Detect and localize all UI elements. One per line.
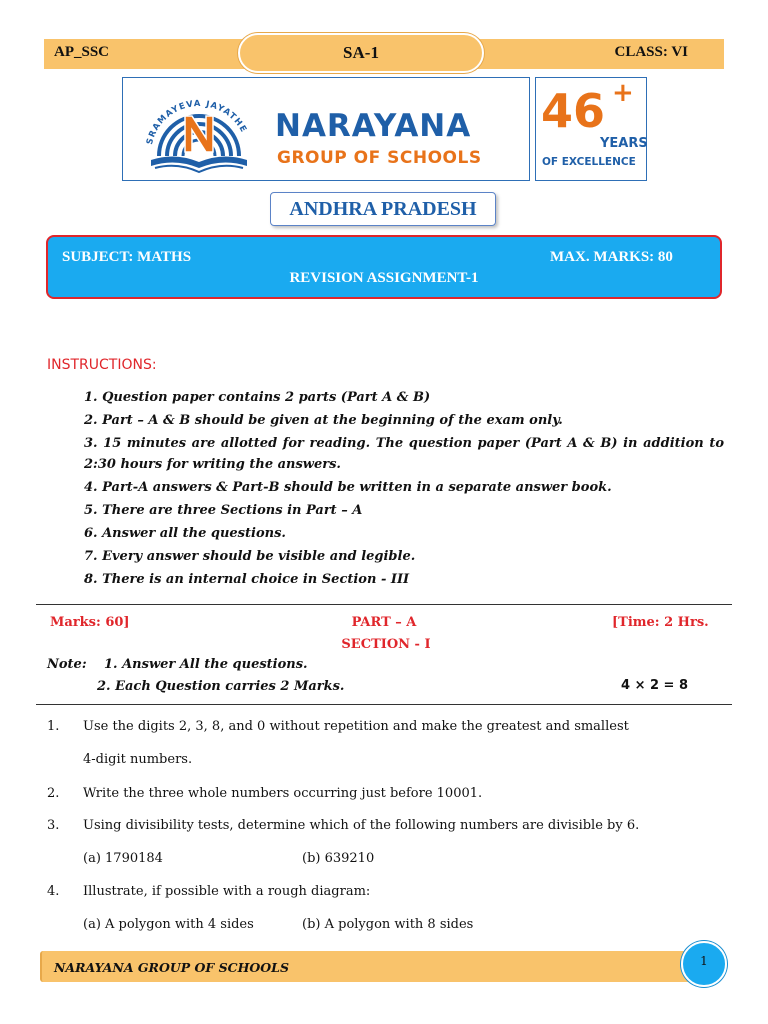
- option-a: (a) A polygon with 4 sides: [83, 917, 254, 932]
- footer-bar: [40, 951, 702, 982]
- instruction-item: 6. Answer all the questions.: [84, 526, 286, 541]
- question-number: 4.: [47, 884, 60, 899]
- section-title: SECTION - I: [341, 637, 431, 652]
- years-number: 46: [541, 84, 606, 138]
- page-number-badge: [681, 941, 727, 987]
- instruction-item: 7. Every answer should be visible and legible.: [84, 549, 416, 564]
- footer-text: NARAYANA GROUP OF SCHOOLS: [54, 960, 289, 975]
- state-label: ANDHRA PRADESH: [289, 197, 477, 220]
- note-item: 2. Each Question carries 2 Marks.: [97, 679, 345, 694]
- question-text: Illustrate, if possible with a rough diagram:: [83, 884, 371, 899]
- instruction-item: 4. Part-A answers & Part-B should be written in a separate answer book.: [84, 480, 612, 495]
- exam-label: SA-1: [343, 43, 379, 62]
- exam-pill: [238, 33, 484, 73]
- assignment-label: REVISION ASSIGNMENT-1: [289, 270, 479, 286]
- question-text: Use the digits 2, 3, 8, and 0 without repetition and make the greatest and smallest: [83, 719, 629, 734]
- divider: [36, 604, 732, 605]
- option-b: (b) A polygon with 8 sides: [302, 917, 474, 932]
- max-marks-label: MAX. MARKS: 80: [550, 249, 673, 265]
- instruction-item: 2. Part – A & B should be given at the beginning of the exam only.: [84, 413, 563, 428]
- narayana-emblem-icon: [129, 82, 269, 178]
- note-item: 1. Answer All the questions.: [104, 657, 308, 672]
- state-box: [270, 192, 496, 226]
- years-tagline: OF EXCELLENCE: [542, 156, 636, 168]
- question-number: 2.: [47, 786, 60, 801]
- question-text: 4-digit numbers.: [83, 752, 193, 767]
- subject-banner: [46, 235, 722, 299]
- instruction-item: 5. There are three Sections in Part – A: [84, 503, 363, 518]
- part-time: [Time: 2 Hrs.: [612, 615, 709, 630]
- narayana-logo: [122, 77, 530, 181]
- question-number: 1.: [47, 719, 60, 734]
- board-label: AP_SSC: [54, 44, 110, 60]
- instruction-item: 3. 15 minutes are allotted for reading. The question paper (Part A & B) in addition to 2:30 hours for writing the answers.: [84, 436, 724, 472]
- question-text: Using divisibility tests, determine which of the following numbers are divisible by 6.: [83, 818, 640, 833]
- years-word: YEARS: [600, 136, 648, 151]
- option-a: (a) 1790184: [83, 851, 163, 866]
- years-plus: +: [612, 78, 634, 108]
- option-b: (b) 639210: [302, 851, 375, 866]
- instructions-list: [84, 387, 724, 592]
- question-number: 3.: [47, 818, 60, 833]
- page-number: 1: [700, 954, 708, 968]
- class-label: CLASS: VI: [614, 44, 688, 60]
- instructions-title: INSTRUCTIONS:: [47, 357, 157, 373]
- part-marks: Marks: 60]: [50, 615, 130, 630]
- part-title: PART – A: [351, 615, 417, 630]
- divider: [36, 704, 732, 705]
- instruction-item: 1. Question paper contains 2 parts (Part A & B): [84, 390, 431, 405]
- subject-label: SUBJECT: MATHS: [62, 249, 192, 265]
- instruction-item: 8. There is an internal choice in Section - III: [84, 572, 410, 587]
- emblem-arc-text: SRAMAYEVA JAYATHE: [144, 98, 249, 146]
- section-score: 4 × 2 = 8: [621, 678, 689, 693]
- brand-name: NARAYANA: [275, 108, 472, 144]
- question-text: Write the three whole numbers occurring just before 10001.: [83, 786, 483, 801]
- note-label: Note:: [47, 657, 87, 672]
- brand-subtitle: GROUP OF SCHOOLS: [277, 148, 482, 168]
- years-badge: [535, 77, 647, 181]
